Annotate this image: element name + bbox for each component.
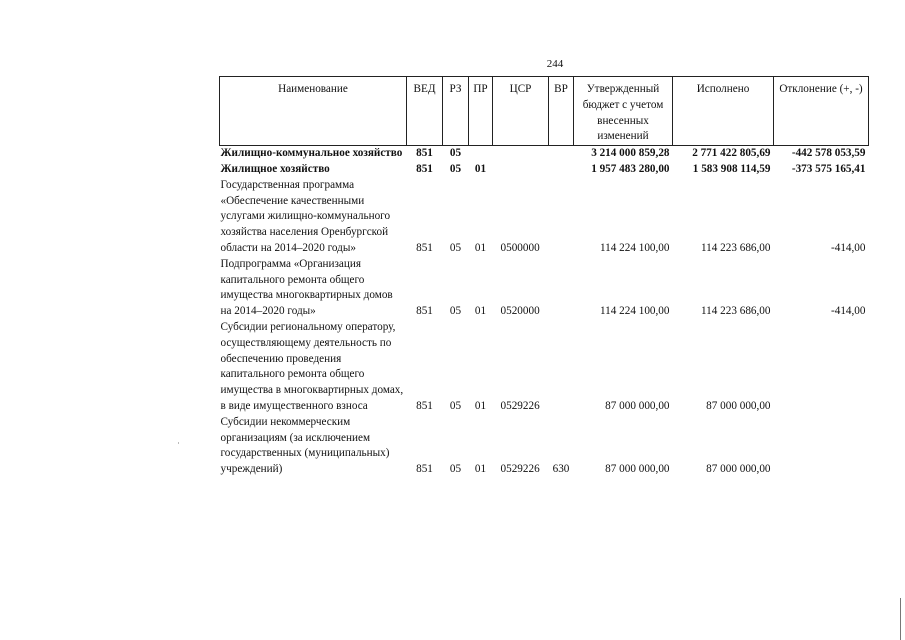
row-approved: 3 214 000 859,28 [591,147,670,160]
row-deviation [774,320,869,415]
row-name: Субсидии некоммерческим организациям (за исключением государственных (муниципальных) учреждений) [220,415,390,476]
row-approved: 114 224 100,00 [599,241,670,254]
row-approved: 87 000 000,00 [605,399,670,412]
row-ved: 851 [416,399,433,412]
row-name: Государственная программа «Обеспечение качественными услугами жилищно-коммунального хозяйства населения Оренбургской области на 2014–2020 годы» [220,178,391,254]
row-executed: 87 000 000,00 [706,463,771,476]
row-ved: 851 [416,463,433,476]
table-header-row [220,77,869,146]
table-row [220,162,869,178]
row-csr: 0520000 [500,305,540,318]
row-pr: 01 [474,399,487,412]
row-deviation: -442 578 053,59 [791,147,866,160]
row-executed: 1 583 908 114,59 [692,162,771,175]
row-name: Жилищно-коммунальное хозяйство [220,147,403,160]
header-name: Наименование [220,77,407,146]
row-executed: 87 000 000,00 [706,399,771,412]
header-rz: РЗ [443,77,469,146]
row-vr [549,178,574,257]
table-row [220,257,869,320]
table-row [220,146,869,162]
row-csr: 0529226 [500,399,540,412]
row-rz: 05 [449,399,462,412]
row-deviation: -414,00 [831,241,866,254]
row-ved: 851 [416,241,433,254]
header-pr: ПР [469,77,493,146]
row-approved: 1 957 483 280,00 [591,162,670,175]
row-pr [469,146,493,162]
row-executed: 114 223 686,00 [700,305,771,318]
row-vr [549,320,574,415]
row-name: Подпрограмма «Организация капитального ремонта общего имущества многоквартирных домов на 2014–2020 годы» [220,257,393,318]
row-csr [493,146,549,162]
row-pr: 01 [474,305,487,318]
row-rz: 05 [449,305,462,318]
table-row [220,320,869,415]
row-name: Жилищное хозяйство [220,162,330,175]
row-deviation: -373 575 165,41 [791,162,866,175]
row-vr [549,162,574,178]
row-csr [493,162,549,178]
row-csr: 0529226 [500,463,540,476]
row-vr: 630 [552,463,570,476]
row-deviation [774,415,869,478]
row-ved: 851 [416,162,433,175]
row-csr: 0500000 [500,241,540,254]
table-row [220,178,869,257]
scan-speck [178,442,179,444]
row-rz: 05 [449,162,462,175]
row-rz: 05 [449,241,462,254]
row-rz: 05 [449,147,462,160]
header-ved: ВЕД [407,77,443,146]
row-executed: 114 223 686,00 [700,241,771,254]
header-deviation: Отклонение (+, -) [774,77,869,146]
row-executed: 2 771 422 805,69 [692,147,771,160]
row-rz: 05 [449,463,462,476]
row-name: Субсидии региональному оператору, осуществляющему деятельность по обеспечению проведения капитального ремонта общего имущества в многоквартирных домах, в виде имущественного взноса [220,320,404,412]
row-ved: 851 [416,147,433,160]
header-approved: Утвержденный бюджет с учетом внесенных изменений [574,77,673,146]
row-approved: 114 224 100,00 [599,305,670,318]
scan-edge-line [900,598,901,640]
table-row [220,415,869,478]
budget-table [219,76,869,478]
row-pr: 01 [474,162,487,175]
header-csr: ЦСР [493,77,549,146]
row-deviation: -414,00 [831,305,866,318]
row-pr: 01 [474,241,487,254]
row-approved: 87 000 000,00 [605,463,670,476]
header-vr: ВР [549,77,574,146]
row-pr: 01 [474,463,487,476]
row-vr [549,257,574,320]
row-ved: 851 [416,305,433,318]
header-executed: Исполнено [673,77,774,146]
row-vr [549,146,574,162]
page-number: 244 [546,58,564,70]
